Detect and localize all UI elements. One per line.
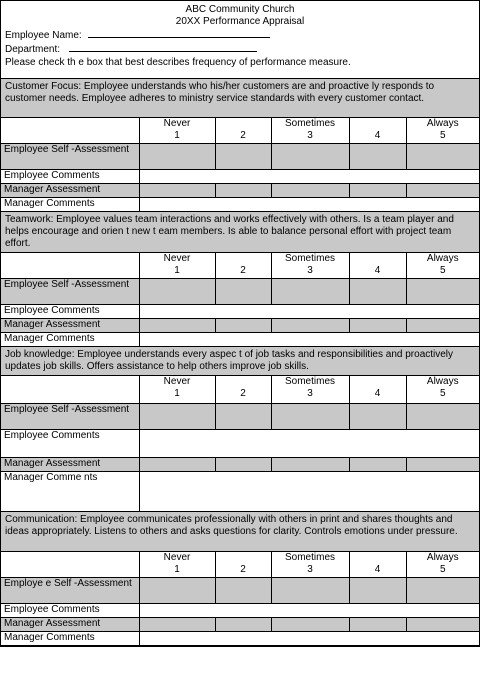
manager-rating-checkbox[interactable] [215,183,271,197]
manager-comments-field[interactable] [139,197,479,211]
self-rating-checkbox[interactable] [215,577,271,603]
manager-rating-checkbox[interactable] [271,318,349,332]
manager-rating-checkbox[interactable] [349,183,406,197]
scale-header-row [1,252,479,278]
employee-comments-row [1,304,479,318]
manager-rating-checkbox[interactable] [406,457,479,471]
scale-number: 3 [307,264,313,276]
scale-word: Never [163,551,191,563]
self-rating-checkbox[interactable] [139,278,215,304]
scale-number: 5 [439,387,446,399]
scale-blank-cell [1,375,139,403]
scale-word [353,253,403,265]
section-description: Communication: Employee communicates professionally with others in print and shares thoughts and ideas appropriately. Listens to others and asks questions for clarity. Controls emotions under pressure. [1,511,479,551]
manager-rating-checkbox[interactable] [139,617,215,631]
employee-comments-row [1,169,479,183]
self-rating-checkbox[interactable] [271,403,349,429]
employee-comments-label: Employee Comments [1,603,139,617]
scale-word: Never [163,252,191,264]
manager-comments-field[interactable] [139,332,479,346]
scale-word: Sometimes [284,375,335,387]
scale-blank-cell [1,551,139,577]
self-rating-checkbox[interactable] [406,278,479,304]
scale-number: 2 [240,264,246,276]
manager-assessment-label: Manager Assessment [1,457,139,471]
section-description-row [1,346,479,375]
department-label: Department: [5,44,61,55]
scale-blank-cell [1,117,139,143]
self-rating-checkbox[interactable] [139,403,215,429]
manager-rating-checkbox[interactable] [139,318,215,332]
scale-heading [271,252,349,278]
scale-number: 5 [439,264,446,276]
self-rating-checkbox[interactable] [271,577,349,603]
scale-heading [406,252,479,278]
scale-word: Always [426,252,459,264]
manager-assessment-row [1,617,479,631]
scale-heading [139,375,215,403]
employee-comments-field[interactable] [139,603,479,617]
scale-number: 4 [374,129,381,141]
scale-word: Sometimes [284,551,335,563]
manager-rating-checkbox[interactable] [271,183,349,197]
self-rating-checkbox[interactable] [271,278,349,304]
manager-comments-label: Manager Comments [1,332,139,346]
scale-word [219,253,268,265]
appraisal-table [1,79,479,646]
scale-number: 4 [374,563,381,575]
org-name: ABC Community Church [185,4,295,15]
manager-assessment-row [1,183,479,197]
scale-header-row [1,117,479,143]
scale-heading [215,117,271,143]
manager-comments-row [1,631,479,645]
scale-heading [349,252,406,278]
section-description-row [1,511,479,551]
section-description: Teamwork: Employee values team interactions and works effectively with others. Is a team player and helps encourage and orien t new t eam members. Is able to balance personal effort with project team effort. [1,211,479,252]
form-header [1,1,479,79]
self-rating-checkbox[interactable] [139,143,215,169]
employee-name-label: Employee Name: [5,30,82,41]
manager-rating-checkbox[interactable] [406,318,479,332]
manager-rating-checkbox[interactable] [271,457,349,471]
manager-comments-label: Manager Comme nts [1,471,139,511]
employee-comments-label: Employee Comments [1,429,139,457]
self-assessment-label: Employee Self -Assessment [1,278,139,304]
self-assessment-row [1,278,479,304]
manager-rating-checkbox[interactable] [406,183,479,197]
manager-comments-row [1,197,479,211]
self-assessment-row [1,143,479,169]
scale-heading [215,252,271,278]
scale-word [219,376,268,388]
scale-heading [271,375,349,403]
scale-number: 1 [174,129,180,141]
self-rating-checkbox[interactable] [406,403,479,429]
self-rating-checkbox[interactable] [349,577,406,603]
section-description-row [1,211,479,252]
scale-word: Always [426,117,459,129]
self-rating-checkbox[interactable] [215,278,271,304]
section-description: Customer Focus: Employee understands who his/her customers are and proactive ly responds to customer needs. Employee adheres to ministry service standards with every customer contact. [1,79,479,117]
scale-number: 3 [307,563,313,575]
scale-header-row [1,375,479,403]
self-rating-checkbox[interactable] [349,143,406,169]
scale-word: Never [163,375,191,387]
employee-comments-field[interactable] [139,169,479,183]
scale-heading [271,551,349,577]
manager-comments-label: Manager Comments [1,197,139,211]
manager-rating-checkbox[interactable] [406,617,479,631]
scale-word [353,118,403,130]
scale-heading [349,551,406,577]
scale-heading [406,117,479,143]
manager-rating-checkbox[interactable] [215,457,271,471]
manager-assessment-row [1,318,479,332]
department-row [5,42,475,56]
self-rating-checkbox[interactable] [271,143,349,169]
manager-comments-label: Manager Comments [1,631,139,645]
employee-name-row [5,28,475,42]
self-rating-checkbox[interactable] [406,577,479,603]
self-rating-checkbox[interactable] [215,403,271,429]
employee-comments-label: Employee Comments [1,169,139,183]
manager-rating-checkbox[interactable] [349,617,406,631]
manager-rating-checkbox[interactable] [349,318,406,332]
scale-word: Never [163,117,191,129]
scale-number: 2 [240,563,246,575]
scale-word: Sometimes [284,117,335,129]
manager-assessment-label: Manager Assessment [1,318,139,332]
scale-heading [349,117,406,143]
scale-blank-cell [1,252,139,278]
manager-assessment-label: Manager Assessment [1,617,139,631]
scale-number: 5 [439,129,446,141]
manager-rating-checkbox[interactable] [139,457,215,471]
scale-heading [139,117,215,143]
scale-word [353,376,403,388]
manager-rating-checkbox[interactable] [349,457,406,471]
scale-heading [349,375,406,403]
section-description: Job knowledge: Employee understands every aspec t of job tasks and responsibilities and proactively updates job skills. Offers assistance to help others improve job skills. [1,346,479,375]
self-rating-checkbox[interactable] [215,143,271,169]
scale-heading [215,375,271,403]
scale-header-row [1,551,479,577]
self-assessment-row [1,403,479,429]
scale-number: 2 [240,129,246,141]
self-assessment-label: Employee Self -Assessment [1,403,139,429]
scale-number: 1 [174,387,180,399]
scale-word: Always [426,375,459,387]
scale-number: 1 [174,264,180,276]
self-rating-checkbox[interactable] [349,278,406,304]
self-rating-checkbox[interactable] [406,143,479,169]
manager-assessment-label: Manager Assessment [1,183,139,197]
scale-word: Sometimes [284,252,335,264]
scale-heading [139,252,215,278]
self-assessment-label: Employee Self -Assessment [1,143,139,169]
scale-heading [406,375,479,403]
scale-number: 2 [240,387,246,399]
employee-name-field[interactable] [88,28,270,38]
manager-rating-checkbox[interactable] [139,183,215,197]
employee-comments-row [1,603,479,617]
scale-number: 3 [307,387,313,399]
scale-word [353,552,403,564]
manager-comments-field[interactable] [139,631,479,645]
employee-comments-label: Employee Comments [1,304,139,318]
manager-comments-row [1,471,479,511]
self-assessment-row [1,577,479,603]
manager-assessment-row [1,457,479,471]
scale-number: 4 [374,387,381,399]
manager-rating-checkbox[interactable] [215,617,271,631]
scale-heading [271,117,349,143]
scale-heading [215,551,271,577]
scale-word [219,552,268,564]
scale-number: 5 [439,563,446,575]
employee-comments-field[interactable] [139,304,479,318]
self-assessment-label: Employe e Self -Assessment [1,577,139,603]
self-rating-checkbox[interactable] [139,577,215,603]
manager-rating-checkbox[interactable] [271,617,349,631]
scale-word: Always [426,551,459,563]
scale-heading [406,551,479,577]
self-rating-checkbox[interactable] [349,403,406,429]
instruction-text: Please check th e box that best describes frequency of performance measure. [5,57,351,68]
scale-number: 3 [307,129,313,141]
scale-word [219,118,268,130]
manager-rating-checkbox[interactable] [215,318,271,332]
department-field[interactable] [69,42,257,52]
scale-number: 4 [374,264,381,276]
employee-comments-row [1,429,479,457]
scale-number: 1 [174,563,180,575]
section-description-row [1,79,479,117]
manager-comments-field[interactable] [139,471,479,511]
scale-heading [139,551,215,577]
form-title: 20XX Performance Appraisal [175,16,305,27]
manager-comments-row [1,332,479,346]
employee-comments-field[interactable] [139,429,479,457]
